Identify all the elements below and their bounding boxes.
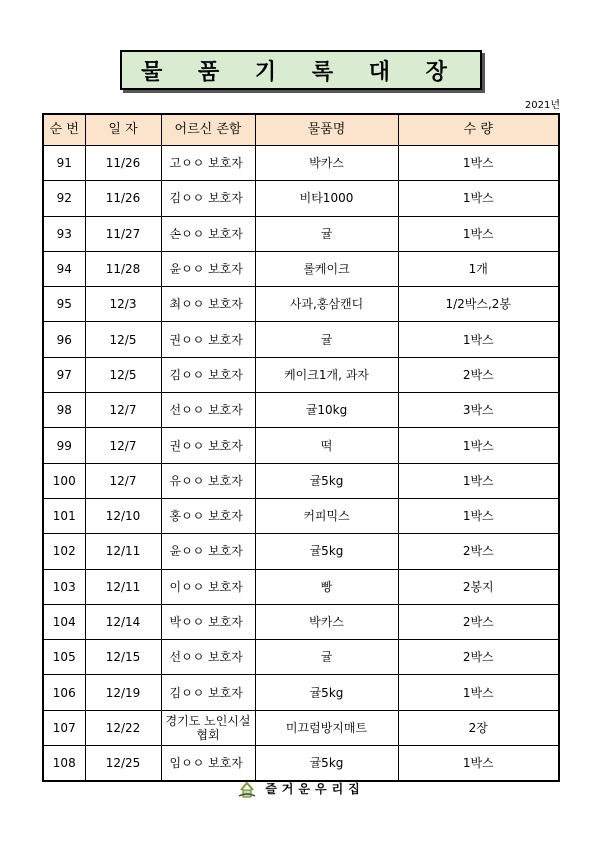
cell-item: 빵 [255,569,398,604]
cell-date: 12/7 [85,428,161,463]
table-row [43,463,559,498]
cell-item: 롤케이크 [255,251,398,286]
cell-qty: 1박스 [398,498,559,533]
cell-no: 99 [43,428,85,463]
cell-date: 12/5 [85,357,161,392]
cell-qty: 2봉지 [398,569,559,604]
cell-item: 귤 [255,216,398,251]
table-row [43,251,559,286]
cell-no: 104 [43,604,85,639]
cell-qty: 1박스 [398,428,559,463]
cell-item: 사과,홍삼캔디 [255,287,398,322]
table-row [43,675,559,710]
table-row [43,710,559,745]
cell-item: 귤5kg [255,534,398,569]
cell-qty: 1개 [398,251,559,286]
cell-item: 귤5kg [255,746,398,782]
cell-date: 12/11 [85,569,161,604]
cell-name: 선ㅇㅇ 보호자 [161,393,255,428]
cell-no: 98 [43,393,85,428]
ledger-table [42,113,560,782]
cell-item: 케이크1개, 과자 [255,357,398,392]
table-row [43,428,559,463]
cell-item: 박카스 [255,146,398,181]
cell-item: 미끄럼방지매트 [255,710,398,745]
cell-no: 105 [43,640,85,675]
cell-item: 귤5kg [255,463,398,498]
cell-item: 커피믹스 [255,498,398,533]
cell-date: 12/14 [85,604,161,639]
cell-qty: 1/2박스,2봉 [398,287,559,322]
header-no: 순 번 [43,114,85,146]
cell-no: 93 [43,216,85,251]
cell-name: 임ㅇㅇ 보호자 [161,746,255,782]
cell-name: 고ㅇㅇ 보호자 [161,146,255,181]
cell-qty: 1박스 [398,746,559,782]
header-qty: 수 량 [398,114,559,146]
cell-date: 12/7 [85,393,161,428]
cell-name: 윤ㅇㅇ 보호자 [161,251,255,286]
cell-name: 김ㅇㅇ 보호자 [161,357,255,392]
cell-date: 12/19 [85,675,161,710]
cell-name: 김ㅇㅇ 보호자 [161,675,255,710]
header-item: 물품명 [255,114,398,146]
cell-date: 12/11 [85,534,161,569]
cell-no: 106 [43,675,85,710]
cell-name: 홍ㅇㅇ 보호자 [161,498,255,533]
cell-date: 12/25 [85,746,161,782]
table-row [43,181,559,216]
cell-qty: 1박스 [398,216,559,251]
header-row [43,114,559,146]
footer [0,776,600,800]
cell-no: 91 [43,146,85,181]
table-row [43,357,559,392]
cell-no: 100 [43,463,85,498]
cell-qty: 1박스 [398,146,559,181]
cell-date: 12/7 [85,463,161,498]
cell-name: 최ㅇㅇ 보호자 [161,287,255,322]
cell-item: 박카스 [255,604,398,639]
cell-qty: 1박스 [398,181,559,216]
cell-qty: 2박스 [398,640,559,675]
cell-no: 92 [43,181,85,216]
ledger-body [43,146,559,782]
cell-date: 11/27 [85,216,161,251]
cell-name: 권ㅇㅇ 보호자 [161,322,255,357]
cell-date: 12/22 [85,710,161,745]
table-row [43,569,559,604]
table-row [43,498,559,533]
cell-no: 95 [43,287,85,322]
cell-item: 비타1000 [255,181,398,216]
cell-name: 손ㅇㅇ 보호자 [161,216,255,251]
cell-name: 김ㅇㅇ 보호자 [161,181,255,216]
cell-name: 유ㅇㅇ 보호자 [161,463,255,498]
year-label: 2021년 [524,100,560,111]
cell-no: 101 [43,498,85,533]
cell-name: 이ㅇㅇ 보호자 [161,569,255,604]
cell-no: 108 [43,746,85,782]
header-name: 어르신 존함 [161,114,255,146]
cell-item: 귤10kg [255,393,398,428]
table-row [43,216,559,251]
table-row [43,146,559,181]
cell-no: 94 [43,251,85,286]
table-row [43,287,559,322]
page-title: 물 품 기 록 대 장 [120,50,482,90]
cell-date: 11/26 [85,181,161,216]
cell-date: 12/3 [85,287,161,322]
table-row [43,393,559,428]
cell-qty: 2박스 [398,357,559,392]
cell-name: 선ㅇㅇ 보호자 [161,640,255,675]
cell-qty: 2장 [398,710,559,745]
house-logo-icon [235,776,259,800]
cell-item: 귤 [255,322,398,357]
cell-date: 12/15 [85,640,161,675]
cell-item: 떡 [255,428,398,463]
cell-no: 102 [43,534,85,569]
cell-item: 귤5kg [255,675,398,710]
cell-no: 103 [43,569,85,604]
cell-qty: 1박스 [398,463,559,498]
cell-qty: 2박스 [398,534,559,569]
cell-no: 107 [43,710,85,745]
table-row [43,534,559,569]
cell-qty: 3박스 [398,393,559,428]
cell-date: 11/28 [85,251,161,286]
table-row [43,604,559,639]
table-row [43,322,559,357]
cell-qty: 1박스 [398,675,559,710]
header-date: 일 자 [85,114,161,146]
table-row [43,640,559,675]
cell-qty: 1박스 [398,322,559,357]
cell-name: 권ㅇㅇ 보호자 [161,428,255,463]
cell-no: 97 [43,357,85,392]
cell-item: 귤 [255,640,398,675]
cell-no: 96 [43,322,85,357]
cell-date: 11/26 [85,146,161,181]
cell-date: 12/10 [85,498,161,533]
footer-label: 즐거운우리집 [265,781,365,796]
cell-name: 윤ㅇㅇ 보호자 [161,534,255,569]
cell-name: 박ㅇㅇ 보호자 [161,604,255,639]
cell-date: 12/5 [85,322,161,357]
cell-qty: 2박스 [398,604,559,639]
cell-name: 경기도 노인시설협회 [161,710,255,745]
